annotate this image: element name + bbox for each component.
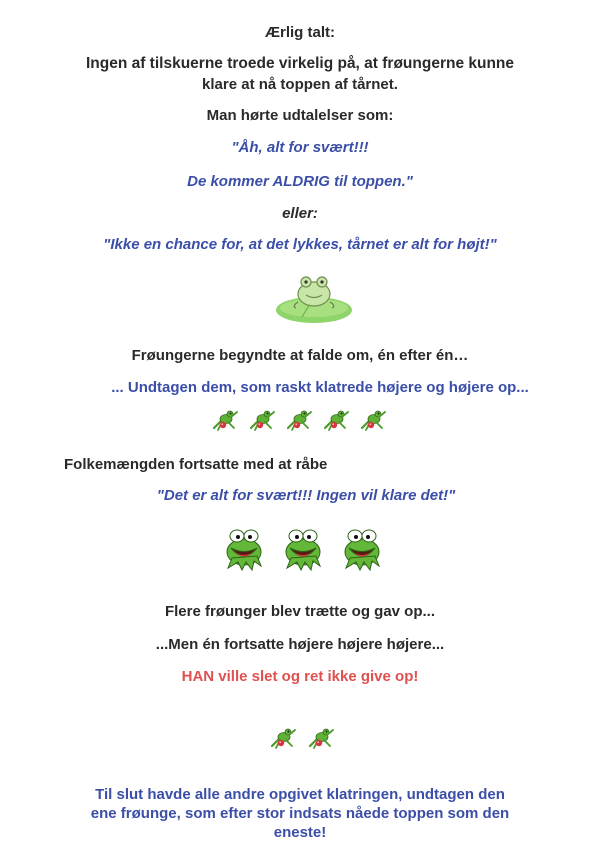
frog-on-lilypad-icon [272, 268, 356, 326]
frog-face-icon [226, 524, 396, 572]
quote-never-top: De kommer ALDRIG til toppen." [187, 173, 413, 190]
climbing-frog-icon [210, 408, 405, 434]
text-line-heard: Man hørte udtalelser som: [206, 107, 394, 124]
climbing-frog-icon [268, 726, 354, 752]
text-line-tired: Flere frøunger blev trætte og gav op... [164, 603, 436, 620]
climbing-frogs-row [210, 408, 400, 434]
text-line-crowd: Folkemængden fortsatte med at råbe [64, 456, 328, 473]
quote-no-chance: "Ikke en chance for, at det lykkes, tårnet er alt for højt!" [103, 236, 497, 253]
climbing-frogs-row [268, 726, 348, 752]
text-line-except: ... Undtagen dem, som raskt klatrede højere og højere op... [111, 379, 529, 396]
text-line-end-3: eneste! [273, 824, 327, 841]
text-or: eller: [282, 205, 318, 222]
quote-too-hard: "Åh, alt for svært!!! [231, 139, 369, 156]
quote-nobody-will: "Det er alt for svært!!! Ingen vil klare det!" [156, 487, 456, 504]
text-line-falling: Frøungerne begyndte at falde om, én efter én… [131, 347, 469, 364]
text-line-wont-give-up: HAN ville slet og ret ikke give op! [181, 668, 419, 685]
text-line-spectators-1: Ingen af tilskuerne troede virkelig på, at frøungerne kunne [85, 55, 515, 72]
text-line-end-1: Til slut havde alle andre opgivet klatringen, undtagen den [95, 786, 505, 803]
text-line-one-continued: ...Men én fortsatte højere højere højere... [155, 636, 445, 653]
heading-honestly: Ærlig talt: [265, 24, 335, 41]
text-line-spectators-2: klare at nå toppen af tårnet. [202, 76, 398, 93]
frog-faces-row [226, 524, 396, 572]
text-line-end-2: ene frøunge, som efter stor indsats nåede toppen som den [90, 805, 510, 822]
